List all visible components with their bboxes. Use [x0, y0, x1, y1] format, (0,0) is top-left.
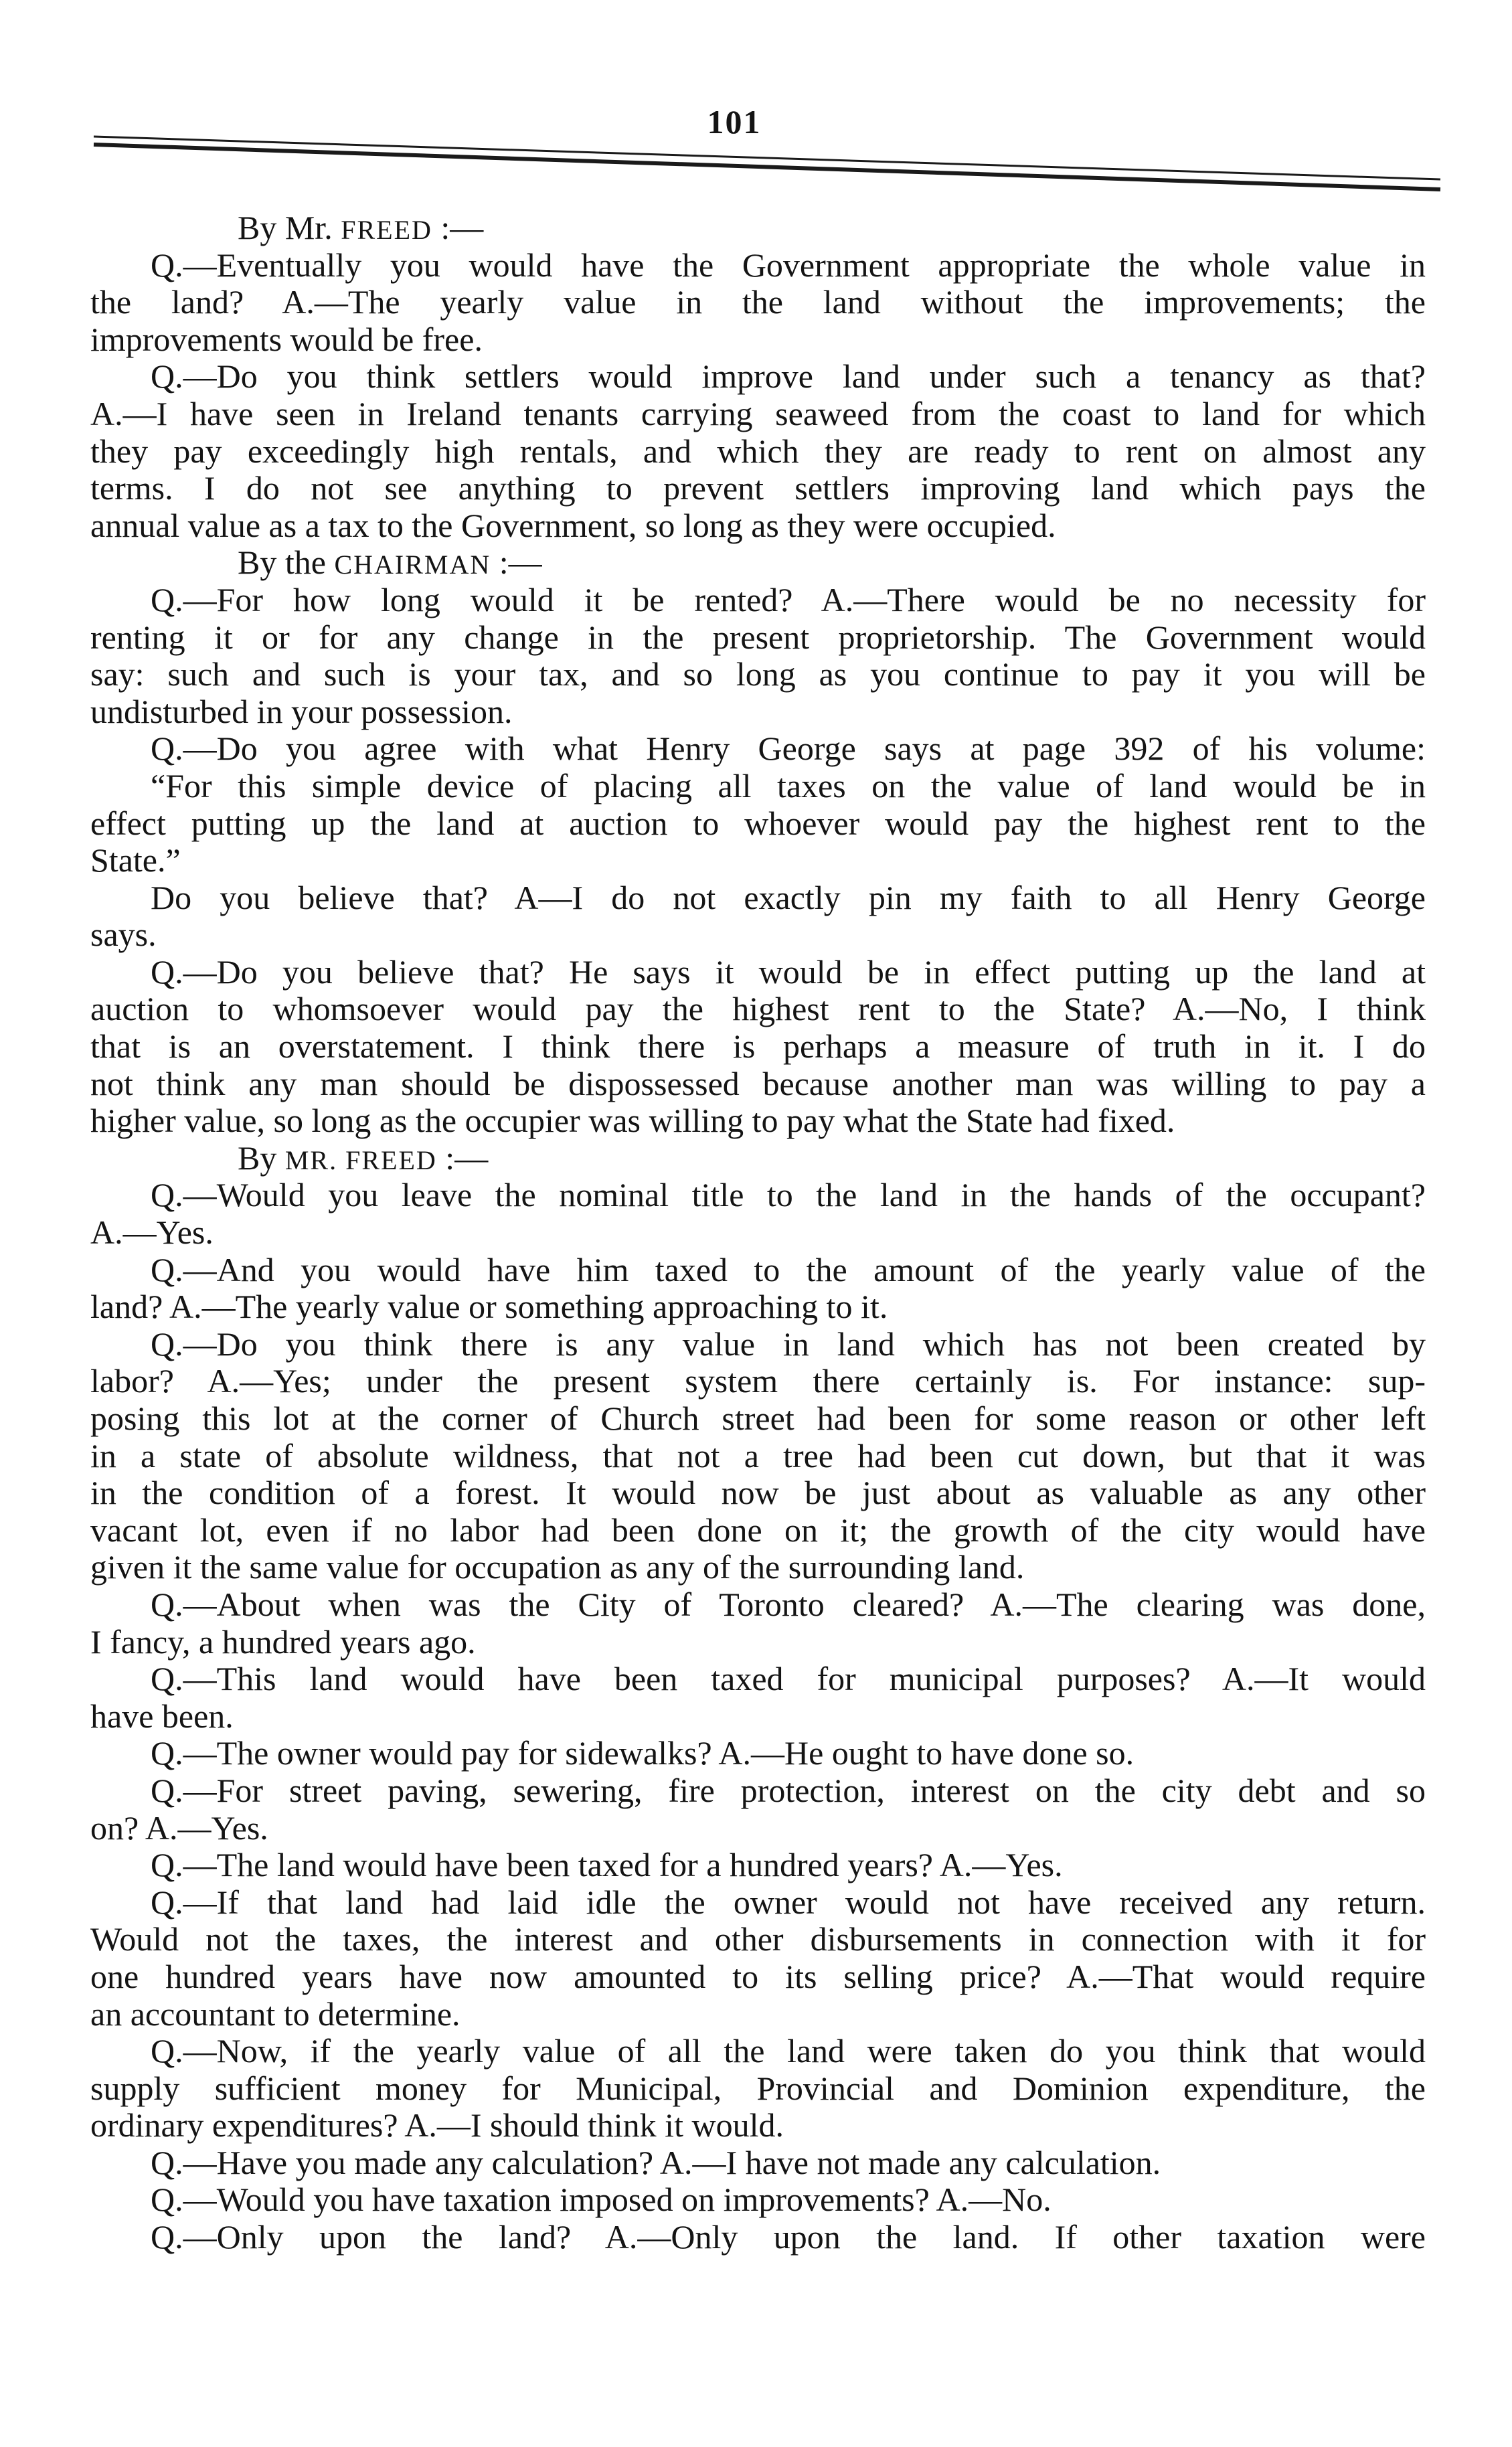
- text-line: renting it or for any change in the present proprietorship. The Government would: [90, 618, 1426, 656]
- text-line: Do you believe that? A—I do not exactly pin my faith to all Henry George: [151, 878, 1426, 916]
- text-line: Q.—For how long would it be rented? A.—There would be no necessity for: [151, 580, 1426, 618]
- text-line: undisturbed in your possession.: [90, 692, 513, 730]
- heading-lead: By the: [238, 543, 326, 582]
- speaker-name: FREED: [341, 215, 432, 245]
- text-line: labor? A.—Yes; under the present system there certainly is. For instance: sup-: [90, 1362, 1426, 1400]
- text-line: improvements would be free.: [90, 320, 483, 358]
- heading-tail: :—: [440, 209, 484, 246]
- text-line: Q.—Eventually you would have the Government appropriate the whole value in: [151, 246, 1426, 284]
- header-rule-thick: [94, 145, 1440, 189]
- text-line: Q.—Would you leave the nominal title to the land in the hands of the occupant?: [151, 1176, 1426, 1214]
- text-line: land? A.—The yearly value or something approaching to it.: [90, 1288, 888, 1326]
- text-line: Q.—Have you made any calculation? A.—I have not made any calculation.: [151, 2143, 1161, 2181]
- text-line: that is an overstatement. I think there is perhaps a measure of truth in it. I do: [90, 1027, 1426, 1066]
- text-line: ordinary expenditures? A.—I should think it would.: [90, 2106, 784, 2144]
- text-line: vacant lot, even if no labor had been done on it; the growth of the city would have: [90, 1511, 1426, 1549]
- speaker-heading: [90, 544, 1426, 582]
- text-line: Q.—The owner would pay for sidewalks? A.—He ought to have done so.: [151, 1734, 1135, 1772]
- text-line: annual value as a tax to the Government, so long as they were occupied.: [90, 506, 1056, 544]
- text-line: given it the same value for occupation as any of the surrounding land.: [90, 1548, 1025, 1586]
- text-line: posing this lot at the corner of Church street had been for some reason or other left: [90, 1400, 1426, 1437]
- text-line: terms. I do not see anything to prevent settlers improving land which pays the: [90, 469, 1426, 507]
- text-line: have been.: [90, 1697, 234, 1735]
- text-line: Q.—Do you think there is any value in land which has not been created by: [151, 1325, 1426, 1363]
- text-line: Q.—Do you believe that? He says it would be in effect putting up the land at: [151, 952, 1426, 991]
- text-line: “For this simple device of placing all taxes on the value of land would be in: [151, 766, 1426, 805]
- speaker-name: MR. FREED: [284, 1145, 437, 1175]
- text-line: Q.—For street paving, sewering, fire protection, interest on the city debt and so: [151, 1771, 1426, 1809]
- text-line: says.: [90, 916, 157, 954]
- heading-tail: :—: [445, 1138, 489, 1177]
- text-line: not think any man should be dispossessed because another man was willing to pay a: [90, 1064, 1426, 1102]
- speaker-name: CHAIRMAN: [334, 550, 491, 580]
- text-line: Q.—About when was the City of Toronto cleared? A.—The clearing was done,: [151, 1585, 1426, 1623]
- text-line: Q.—Only upon the land? A.—Only upon the land. If other taxation were: [151, 2218, 1426, 2256]
- speaker-heading: [90, 209, 1426, 247]
- section: [90, 209, 1426, 544]
- text-line: one hundred years have now amounted to its selling price? A.—That would require: [90, 1957, 1426, 1995]
- text-line: Q.—Now, if the yearly value of all the land were taken do you think that would: [151, 2032, 1426, 2070]
- text-line: say: such and such is your tax, and so long as you continue to pay it you will be: [90, 655, 1426, 693]
- text-line: Q.—Would you have taxation imposed on improvements? A.—No.: [151, 2181, 1052, 2219]
- header-rule-thin: [94, 137, 1440, 179]
- page-body: [90, 209, 1426, 2256]
- text-line: supply sufficient money for Municipal, Provincial and Dominion expenditure, the: [90, 2069, 1426, 2107]
- text-line: State.”: [90, 841, 181, 879]
- section: [90, 544, 1426, 1140]
- header-rule: [0, 0, 1512, 214]
- text-line: effect putting up the land at auction to whoever would pay the highest rent to the: [90, 804, 1426, 842]
- text-line: A.—Yes.: [90, 1213, 214, 1252]
- text-line: Would not the taxes, the interest and other disbursements in connection with it for: [90, 1920, 1426, 1958]
- text-line: an accountant to determine.: [90, 1995, 460, 2033]
- text-line: Q.—And you would have him taxed to the amount of the yearly value of the: [151, 1250, 1426, 1288]
- text-line: on? A.—Yes.: [90, 1808, 268, 1847]
- heading-tail: :—: [499, 543, 542, 582]
- text-line: I fancy, a hundred years ago.: [90, 1622, 476, 1661]
- text-line: Q.—Do you think settlers would improve land under such a tenancy as that?: [151, 357, 1426, 396]
- text-line: they pay exceedingly high rentals, and which they are ready to rent on almost any: [90, 432, 1426, 470]
- text-line: in the condition of a forest. It would now be just about as valuable as any other: [90, 1474, 1426, 1512]
- text-line: A.—I have seen in Ireland tenants carrying seaweed from the coast to land for which: [90, 394, 1426, 432]
- text-line: Q.—Do you agree with what Henry George says at page 392 of his volume:: [151, 730, 1426, 768]
- text-line: Q.—This land would have been taxed for municipal purposes? A.—It would: [151, 1660, 1426, 1698]
- heading-lead: By: [238, 1138, 277, 1177]
- heading-lead: By Mr.: [238, 209, 333, 246]
- text-line: Q.—If that land had laid idle the owner would not have received any return.: [151, 1883, 1426, 1921]
- text-line: in a state of absolute wildness, that not a tree had been cut down, but that it was: [90, 1436, 1426, 1474]
- text-line: auction to whomsoever would pay the highest rent to the State? A.—No, I think: [90, 990, 1426, 1028]
- text-line: Q.—The land would have been taxed for a hundred years? A.—Yes.: [151, 1846, 1063, 1884]
- speaker-heading: [90, 1140, 1426, 1177]
- text-line: the land? A.—The yearly value in the land without the improvements; the: [90, 283, 1426, 321]
- page-number: 101: [707, 103, 762, 141]
- section: [90, 1140, 1426, 2256]
- text-line: higher value, so long as the occupier was willing to pay what the State had fixed.: [90, 1102, 1175, 1140]
